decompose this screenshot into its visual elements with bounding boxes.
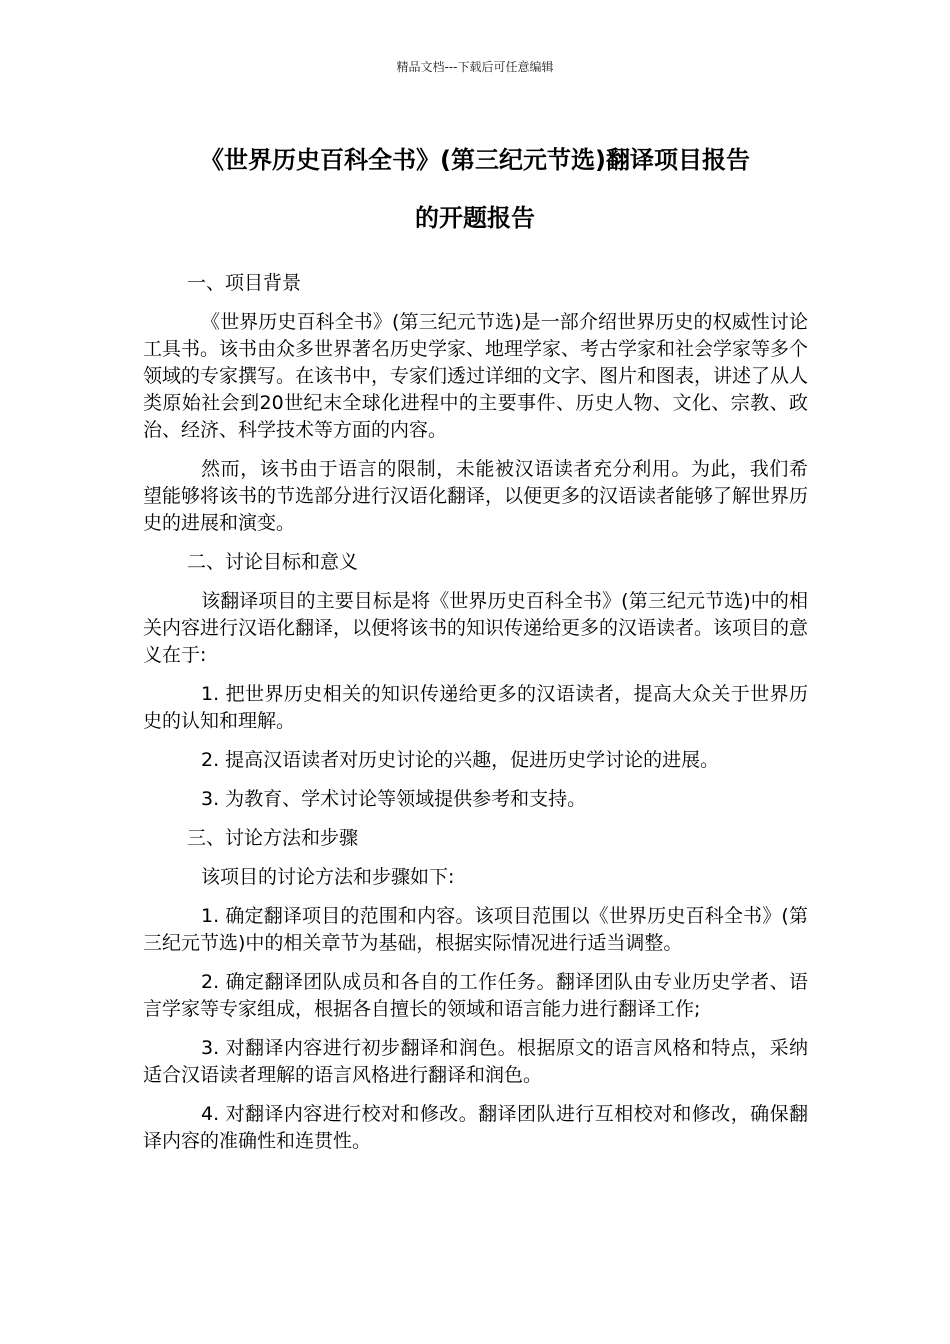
paragraph-methods: 该项目的讨论方法和步骤如下: (201, 866, 455, 888)
document-title-line-1: 《世界历史百科全书》(第三纪元节选)翻译项目报告 (200, 146, 750, 174)
list-item-goal-2: 2. 提高汉语读者对历史讨论的兴趣，促进历史学讨论的进展。 (201, 749, 720, 771)
list-item-method-4: 4. 对翻译内容进行校对和修改。翻译团队进行互相校对和修改，确保翻译内容的准确性和连贯性。 (143, 1103, 808, 1152)
section-heading-methods: 三、讨论方法和步骤 (187, 827, 359, 849)
section-heading-goals: 二、讨论目标和意义 (187, 551, 359, 573)
list-item-goal-3: 3. 为教育、学术讨论等领域提供参考和支持。 (201, 788, 587, 810)
paragraph-background-1: 《世界历史百科全书》(第三纪元节选)是一部介绍世界历史的权威性讨论工具书。该书由众多世界著名历史学家、地理学家、考古学家和社会学家等多个领域的专家撰写。在该书中，专家们透过详细的文字、图片和图表，讲述了从人类原始社会到20世纪末全球化进程中的主要事件、历史人物、文化、宗教、政治、经济、科学技术等方面的内容。 (143, 311, 809, 441)
list-item-method-2: 2. 确定翻译团队成员和各自的工作任务。翻译团队由专业历史学者、语言学家等专家组成，根据各自擅长的领域和语言能力进行翻译工作; (143, 971, 808, 1020)
page-header: 精品文档---下载后可任意编辑 (396, 60, 554, 74)
list-item-method-3: 3. 对翻译内容进行初步翻译和润色。根据原文的语言风格和特点，采纳适合汉语读者理解的语言风格进行翻译和润色。 (143, 1037, 808, 1086)
document-title-line-2: 的开题报告 (415, 204, 535, 232)
paragraph-goals: 该翻译项目的主要目标是将《世界历史百科全书》(第三纪元节选)中的相关内容进行汉语化翻译，以便将该书的知识传递给更多的汉语读者。该项目的意义在于: (143, 590, 809, 666)
list-item-goal-1: 1. 把世界历史相关的知识传递给更多的汉语读者，提高大众关于世界历史的认知和理解。 (143, 683, 808, 732)
section-heading-background: 一、项目背景 (187, 272, 302, 294)
paragraph-background-2: 然而，该书由于语言的限制，未能被汉语读者充分利用。为此，我们希望能够将该书的节选部分进行汉语化翻译，以便更多的汉语读者能够了解世界历史的进展和演变。 (143, 458, 809, 534)
document-body (143, 270, 808, 1167)
list-item-method-1: 1. 确定翻译项目的范围和内容。该项目范围以《世界历史百科全书》(第三纪元节选)中的相关章节为基础，根据实际情况进行适当调整。 (143, 905, 808, 954)
